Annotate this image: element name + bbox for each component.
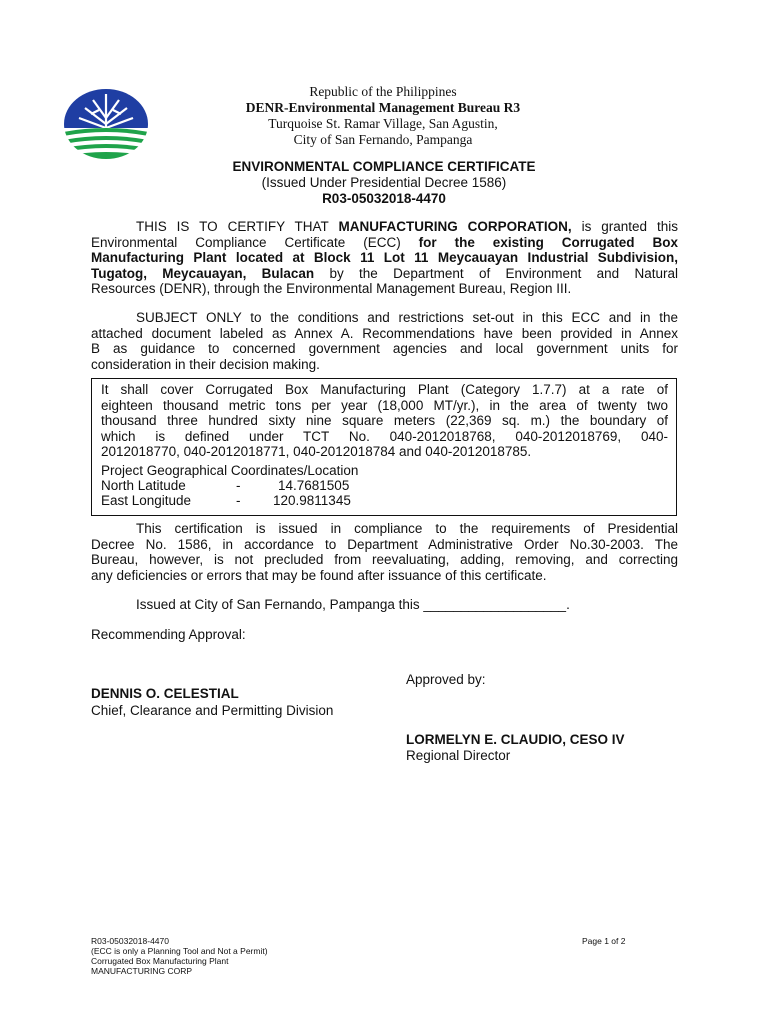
letterhead-agency: DENR-Environmental Management Bureau R3 (245, 100, 521, 115)
footer-company: MANUFACTURING CORP (91, 966, 193, 976)
longitude-label: East Longitude (101, 493, 192, 508)
recommending-approval-label: Recommending Approval: (91, 627, 246, 642)
certificate-title: ENVIRONMENTAL COMPLIANCE CERTIFICATE (232, 159, 536, 174)
denr-logo-icon (63, 88, 149, 160)
footer-disclaimer: (ECC is only a Planning Tool and Not a Permit) (91, 946, 268, 956)
certification-paragraph: THIS IS TO CERTIFY THAT MANUFACTURING CORPORATION, is granted this Environmental Compliance Certificate (ECC) for the existing Corrugated Box Manufacturing Plant located at Block 11 Lot 11 Meycauayan Industrial Subdivision, Tugatog, Meycauayan, Bulacan by the Department of Environment and Natural Resources (DENR), through the Environmental Management Bureau, Region III. (91, 219, 679, 296)
company-name: MANUFACTURING CORPORATION, (338, 219, 572, 234)
footer-ecc-number: R03-05032018-4470 (91, 936, 169, 946)
longitude-dash: - (236, 493, 241, 508)
signatory1-title: Chief, Clearance and Permitting Division (91, 703, 334, 718)
letterhead-address: Turquoise St. Ramar Village, San Agustin, (268, 116, 498, 131)
conditions-paragraph: SUBJECT ONLY to the conditions and restrictions set-out in this ECC and in the attached document labeled as Annex A. Recommendations have been provided in Annex B as guidance to concerned government agencies and local government units for consideration in their decision making. (91, 310, 678, 372)
issued-at-line: Issued at City of San Fernando, Pampanga this ___________________. (136, 597, 570, 612)
compliance-paragraph: This certification is issued in compliance to the requirements of Presidential Decree No. 1586, in accordance to Department Administrative Order No.30-2003. The Bureau, however, is not precluded from reevaluating, adding, removing, and correcting any deficiencies or errors that may be found after issuance of this certificate. (91, 521, 678, 583)
footer-project: Corrugated Box Manufacturing Plant (91, 956, 229, 966)
latitude-value: 14.7681505 (278, 478, 350, 493)
certificate-number: R03-05032018-4470 (322, 191, 446, 206)
letterhead-country: Republic of the Philippines (309, 84, 457, 99)
approved-by-label: Approved by: (406, 672, 486, 687)
signatory1-name: DENNIS O. CELESTIAL (91, 686, 239, 701)
signatory2-name: LORMELYN E. CLAUDIO, CESO IV (406, 732, 625, 747)
coordinates-heading: Project Geographical Coordinates/Location (101, 463, 359, 478)
scope-text: It shall cover Corrugated Box Manufacturing Plant (Category 1.7.7) at a rate of eighteen thousand metric tons per year (18,000 MT/yr.), in the area of twenty two thousand three hundred sixty nine square meters (22,369 sq. m.) the boundary of which is defined under TCT No. 040-2012018768, 040-2012018769, 040- 2012018770, 040-2012018771, 040-2012018784 and 040-2012018785. (101, 382, 668, 459)
latitude-dash: - (236, 478, 241, 493)
longitude-value: 120.9811345 (273, 493, 351, 508)
footer-page-number: Page 1 of 2 (582, 936, 626, 946)
certificate-subtitle: (Issued Under Presidential Decree 1586) (261, 175, 507, 190)
latitude-label: North Latitude (101, 478, 186, 493)
signatory2-title: Regional Director (406, 748, 511, 763)
letterhead-city: City of San Fernando, Pampanga (293, 132, 473, 147)
